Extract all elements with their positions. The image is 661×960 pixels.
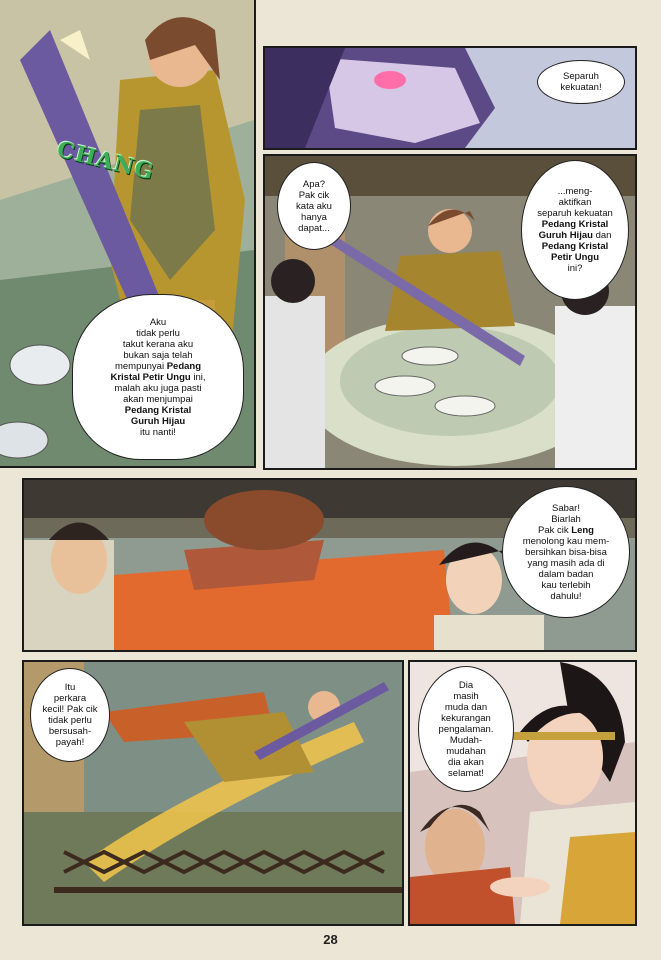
bubble-line: Separuh [563,71,599,82]
bubble-line: Sabar! [552,502,580,514]
bubble-bold-segment: Guruh Hijau [538,230,593,241]
bubble-line: mudahan [446,745,486,757]
bubble-line: yang masih ada di [527,557,605,569]
bubble-line: dalam badan [538,568,594,580]
bubble-line [539,230,612,241]
page-number: 28 [323,932,338,947]
bubble-line: Pak cik [298,189,330,201]
bubble-line [110,372,205,383]
bubble-line: dapat... [298,222,330,234]
bubble-line [538,525,594,536]
bubble-line: ini? [567,263,583,274]
panel-villain-closeup [263,46,637,150]
panel-dinner-table [263,154,637,470]
speech-bubble-question [277,162,351,250]
bubble-line: perkara [53,693,87,704]
bubble-line: bukan saja telah [123,349,193,361]
bubble-bold-line: Guruh Hijau [130,415,186,427]
panel-hero-sword [0,0,256,468]
bubble-line: Dia [458,679,474,691]
bubble-line: Apa? [302,178,326,190]
bubble-line: tidak perlu [136,327,180,339]
bubble-bold-segment: Pedang [166,360,202,372]
bubble-bold-line: Pedang Kristal [541,241,609,252]
sound-effect-text: CHANG [54,136,157,186]
bubble-line: Biarlah [551,513,581,525]
bubble-line: Itu [64,682,76,693]
panel-woman-worried [408,660,637,926]
bubble-line [115,361,201,372]
bubble-line: takut kerana aku [122,338,194,350]
bubble-line: hanya [301,211,327,223]
bubble-line: menolong kau mem- [522,535,610,547]
bubble-line: aktifkan [558,197,592,208]
bubble-bold-segment: Leng [571,524,594,536]
bubble-line: Aku [149,316,167,328]
speech-bubble-young-inexperienced [418,666,514,792]
bubble-line: kecil! Pak cik [42,704,98,715]
speech-bubble-activate-swords [521,160,629,300]
panel-three-figures [22,478,637,652]
bubble-line: pengalaman. [438,723,494,735]
bubble-segment: dan [595,230,612,241]
bubble-line: malah aku juga pasti [114,382,202,394]
bubble-line: payah! [55,737,85,748]
speech-bubble-half-power [537,60,625,104]
bubble-line: ...meng- [557,186,593,197]
bubble-bold-line: Petir Ungu [550,252,600,263]
bubble-line: masih [453,690,479,702]
bubble-line: Mudah- [449,734,483,746]
bubble-segment: mempunyai [114,360,165,372]
bubble-line: akan menjumpai [123,393,193,405]
bubble-line: kekurangan [441,712,491,724]
speech-bubble-trivial-matter [30,668,110,762]
bubble-segment: Pak cik [538,524,569,536]
bubble-line: bersusah- [48,726,92,737]
speech-bubble-be-patient [502,486,630,618]
bubble-line: separuh kekuatan [537,208,613,219]
bubble-bold-segment: Kristal Petir Ungu [110,371,191,383]
bubble-segment: ini, [193,371,206,383]
bubble-line: itu nanti! [140,426,176,438]
bubble-line: bersihkan bisa-bisa [525,546,607,558]
bubble-line: dia akan [448,756,484,768]
bubble-line: kekuatan! [560,82,602,93]
bubble-line: dahulu! [550,590,582,602]
bubble-bold-line: Pedang Kristal [541,219,609,230]
speech-bubble-hero-boast [72,294,244,460]
bubble-line: tidak perlu [48,715,92,726]
bubble-line: kata aku [296,200,332,212]
bubble-line: kau terlebih [541,579,591,591]
bubble-line: muda dan [444,701,488,713]
bubble-line: selamat! [448,767,484,779]
bubble-bold-line: Pedang Kristal [124,404,192,416]
panel-leaping-hero [22,660,404,926]
